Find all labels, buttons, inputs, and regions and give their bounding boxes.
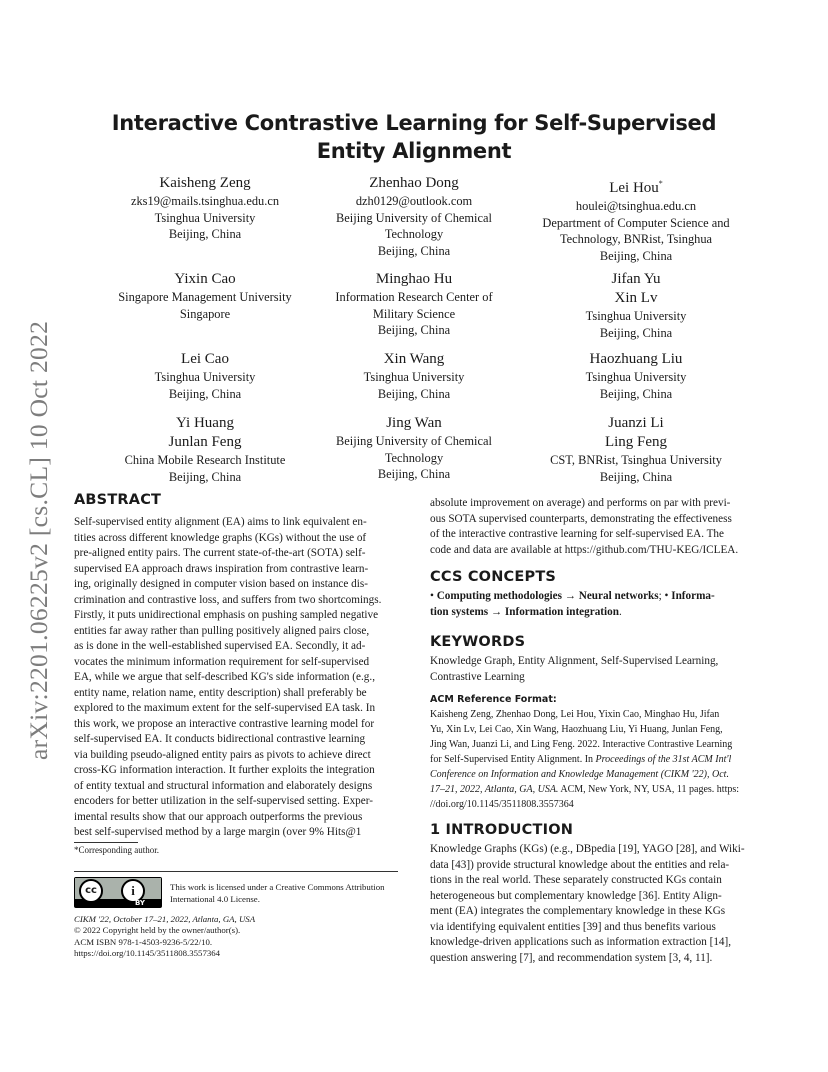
- author-affiliation-line: China Mobile Research Institute: [124, 453, 286, 467]
- author-name: Juanzi Li: [608, 415, 664, 431]
- cc-icon: cc: [79, 879, 103, 903]
- author-affiliation-line: Tsinghua University: [154, 210, 256, 225]
- introduction-line: ment (EA) integrates the complementary knowledge in these KGs: [430, 905, 726, 917]
- abstract-line: absolute improvement on average) and performs on par with previ-: [430, 497, 731, 509]
- author-affiliation-line: Beijing, China: [377, 386, 451, 401]
- abstract-line: entity name, relation name, entity description) shall preferably be: [74, 686, 367, 699]
- abstract-line: crimination and contrastive loss, and suffers from two shortcomings.: [74, 593, 382, 606]
- introduction-heading: 1 INTRODUCTION: [430, 822, 574, 838]
- copyright-line: © 2022 Copyright held by the owner/author(s).: [74, 925, 241, 936]
- author-affiliation-line: Beijing, China: [599, 248, 673, 263]
- arxiv-id-text: arXiv:2201.06225v2 [cs.CL] 10 Oct 2022: [24, 320, 53, 760]
- acm-ref-line: Yu, Xin Lv, Lei Cao, Xin Wang, Haozhuang Liu, Yi Huang, Junlan Feng,: [430, 724, 723, 735]
- abstract-line: via building pseudo-aligned entity pairs as pivots to achieve direct: [74, 748, 371, 761]
- author-affiliation-line: Technology: [384, 227, 444, 241]
- footnote: [74, 845, 159, 857]
- author-entry: [299, 270, 529, 339]
- introduction-line: tions in the real world. These separately constructed KGs contain: [430, 874, 722, 886]
- ccs-term: Neural networks: [578, 590, 659, 602]
- author-name: Xin Wang: [383, 351, 445, 367]
- author-name: Jing Wan: [386, 415, 442, 431]
- abstract-line: self-supervised EA. It conducts bidirectional contrastive learning: [74, 733, 366, 745]
- author-affiliation-line: Military Science: [372, 306, 456, 321]
- acm-ref-line: Jing Wan, Juanzi Li, and Ling Feng. 2022. Interactive Contrastive Learning: [430, 739, 733, 750]
- abstract-line: best self-supervised method by a large margin (over 9% Hits@1: [74, 826, 362, 838]
- abstract-line: entities far away rather than pulling positively aligned pairs close,: [74, 624, 370, 637]
- author-affiliation-line: CST, BNRist, Tsinghua University: [550, 453, 722, 467]
- ccs-term: Informa-: [671, 590, 715, 602]
- footnote-text: *Corresponding author.: [74, 845, 159, 855]
- abstract-line: code and data are available at https://github.com/THU-KEG/ICLEA.: [430, 543, 739, 556]
- introduction-line: heterogeneous but complementary knowledge [36]. Entity Align-: [430, 889, 722, 902]
- abstract-line: tities across different knowledge graphs (KGs) without the use of: [74, 531, 367, 544]
- abstract-line: ous SOTA supervised counterparts, demonstrating the effectiveness: [430, 512, 732, 525]
- author-affiliation-line: Beijing, China: [599, 386, 673, 401]
- author-affiliation-line: Beijing, China: [599, 469, 673, 484]
- creative-commons-logo: [74, 877, 162, 908]
- footnote-rule: [74, 842, 138, 843]
- acm-ref-doi[interactable]: //doi.org/10.1145/3511808.3557364: [430, 799, 574, 810]
- abstract-line: encoders for better utilization in the self-supervised setting. Exper-: [74, 795, 373, 807]
- author-entry: [299, 414, 529, 483]
- keywords-heading: KEYWORDS: [430, 634, 526, 650]
- introduction-line: Knowledge Graphs (KGs) (e.g., DBpedia [19], YAGO [28], and Wiki-: [430, 843, 745, 855]
- author-name: Minghao Hu: [375, 271, 453, 287]
- author-affiliation-line: Tsinghua University: [154, 370, 256, 384]
- acm-ref-line: for Self-Supervised Entity Alignment. In: [430, 754, 594, 765]
- author-affiliation-line: Beijing, China: [168, 469, 242, 484]
- keywords-line: Contrastive Learning: [430, 670, 525, 683]
- author-affiliation-line: Department of Computer Science and: [542, 215, 730, 230]
- abstract-line: as is done in the well-established supervised EA. Secondly, it ad-: [74, 640, 366, 652]
- license-line-2: International 4.0 License.: [170, 893, 260, 904]
- ccs-term: Computing methodologies: [436, 590, 562, 602]
- title-line-2: Entity Alignment: [316, 139, 512, 163]
- abstract-line: pre-aligned entity pairs. The current state-of-the-art (SOTA) self-: [74, 547, 366, 559]
- author-affiliation-line: Technology, BNRist, Tsinghua: [559, 232, 713, 246]
- author-affiliation-line: Beijing, China: [377, 467, 451, 481]
- abstract-line: this work, we propose an interactive contrastive learning model for: [74, 717, 375, 730]
- author-name: Lei Hou*: [609, 179, 663, 196]
- author-name: Zhenhao Dong: [369, 175, 459, 191]
- author-entry: [299, 350, 529, 402]
- corresponding-author-mark: *: [658, 179, 663, 188]
- conf-line: CIKM '22, October 17–21, 2022, Atlanta, GA, USA: [74, 914, 256, 924]
- introduction-line: question answering [7], and recommendation system [3, 4, 11].: [430, 951, 713, 964]
- abstract-line: vocates the minimum information requirement for self-supervised: [74, 655, 370, 668]
- author-affiliation-line: Singapore Management University: [118, 290, 292, 304]
- by-person-icon: i: [121, 879, 145, 903]
- author-entry: [521, 270, 751, 341]
- author-entry: [521, 350, 751, 402]
- introduction-body: [430, 842, 758, 966]
- abstract-line: Firstly, it puts unidirectional emphasis on pushing sampled negative: [74, 609, 379, 621]
- author-affiliation-line: Beijing, China: [168, 386, 242, 401]
- license-text: [170, 882, 385, 905]
- author-affiliation-line: houlei@tsinghua.edu.cn: [575, 199, 697, 213]
- arrow-icon: →: [490, 605, 503, 618]
- introduction-line: knowledge-driven applications such as information extraction [14],: [430, 936, 732, 948]
- author-entry: [90, 270, 320, 322]
- ccs-term: tion systems: [430, 605, 489, 618]
- abstract-line: imental results show that our approach outperforms the previous: [74, 810, 363, 823]
- author-name: Junlan Feng: [168, 434, 242, 450]
- abstract-line: explored to the maximum extent for the self-supervised EA task. In: [74, 702, 376, 714]
- author-affiliation-line: Beijing University of Chemical: [336, 434, 492, 448]
- author-affiliation-line: Beijing, China: [168, 227, 242, 241]
- author-name: Lei Cao: [181, 351, 229, 367]
- acm-reference: [430, 707, 758, 812]
- author-affiliation-line: Singapore: [179, 306, 231, 321]
- abstract-line: Self-supervised entity alignment (EA) aims to link equivalent en-: [74, 516, 367, 528]
- acm-ref-proceedings: Proceedings of the 31st ACM Int'l: [595, 754, 732, 765]
- author-affiliation-line: Tsinghua University: [585, 309, 687, 323]
- license-rule: [74, 871, 398, 872]
- acm-ref-proceedings: Conference on Information and Knowledge Management (CIKM '22), Oct.: [430, 769, 729, 780]
- author-entry: [299, 174, 529, 259]
- ccs-heading: CCS CONCEPTS: [430, 569, 557, 585]
- doi-line: https://doi.org/10.1145/3511808.3557364: [74, 948, 221, 959]
- acm-reference-heading: ACM Reference Format:: [430, 694, 557, 705]
- abstract-heading: ABSTRACT: [74, 492, 162, 508]
- abstract-continuation: [430, 496, 758, 558]
- author-affiliation-line: Beijing, China: [599, 325, 673, 340]
- paper-title: [100, 109, 728, 165]
- abstract-body: [74, 515, 398, 841]
- abstract-line: supervised EA approach draws inspiration from contrastive learn-: [74, 562, 369, 575]
- author-affiliation-line: Beijing, China: [377, 243, 451, 258]
- author-name: Haozhuang Liu: [589, 351, 683, 367]
- ccs-term: Information integration: [504, 605, 619, 618]
- ccs-concepts: • Computing methodologies → Neural networks; • Informa- tion systems → Information integration.: [430, 590, 715, 618]
- abstract-line: cross-KG information interaction. It further exploits the integration: [74, 764, 375, 776]
- abstract-line: EA, while we argue that self-described KG's side information (e.g.,: [74, 671, 375, 683]
- author-name: Ling Feng: [604, 434, 668, 450]
- author-entry: [90, 414, 320, 485]
- acm-ref-tail: ACM, New York, NY, USA, 11 pages. https:: [560, 784, 740, 795]
- author-affiliation-line: Tsinghua University: [363, 370, 465, 384]
- abstract-line: of the interactive contrastive learning for self-supervised EA. The: [430, 528, 724, 540]
- author-entry: [521, 174, 751, 264]
- author-affiliation-line: Tsinghua University: [585, 370, 687, 384]
- author-affiliation-line: zks19@mails.tsinghua.edu.cn: [130, 194, 280, 208]
- author-affiliation-line: Technology: [384, 450, 444, 465]
- keywords-line: Knowledge Graph, Entity Alignment, Self-Supervised Learning,: [430, 655, 719, 667]
- author-entry: [521, 414, 751, 485]
- license-line-1: This work is licensed under a Creative Commons Attribution: [170, 882, 385, 892]
- introduction-line: data [43]) provide structural knowledge about the entities and rela-: [430, 858, 730, 871]
- arrow-icon: →: [564, 590, 576, 602]
- author-name: Kaisheng Zeng: [159, 175, 251, 191]
- author-affiliation-line: Information Research Center of: [335, 290, 493, 304]
- author-entry: [90, 174, 320, 243]
- cc-by-label: BY: [134, 899, 146, 907]
- author-name: Jifan Yu: [611, 271, 661, 287]
- author-affiliation-line: dzh0129@outlook.com: [355, 194, 473, 208]
- author-name: Yi Huang: [176, 415, 234, 431]
- author-name: Xin Lv: [614, 290, 658, 306]
- abstract-line: of entity textual and structural information and elaborately designs: [74, 779, 373, 792]
- title-line-1: Interactive Contrastive Learning for Self-Supervised: [111, 111, 717, 135]
- author-entry: [90, 350, 320, 402]
- introduction-line: via identifying equivalent entities [39] and thus benefits various: [430, 920, 716, 933]
- author-name: Yixin Cao: [174, 271, 236, 287]
- acm-ref-proceedings: 17–21, 2022, Atlanta, GA, USA.: [430, 784, 559, 795]
- author-affiliation-line: Beijing University of Chemical: [336, 210, 492, 225]
- keywords: [430, 654, 758, 685]
- author-affiliation-line: Beijing, China: [377, 323, 451, 337]
- abstract-line: ing, originally designed in computer vision based on instance dis-: [74, 578, 368, 590]
- conference-info: [74, 914, 255, 960]
- acm-ref-line: Kaisheng Zeng, Zhenhao Dong, Lei Hou, Yixin Cao, Minghao Hu, Jifan: [430, 709, 720, 720]
- isbn-line: ACM ISBN 978-1-4503-9236-5/22/10.: [74, 936, 213, 947]
